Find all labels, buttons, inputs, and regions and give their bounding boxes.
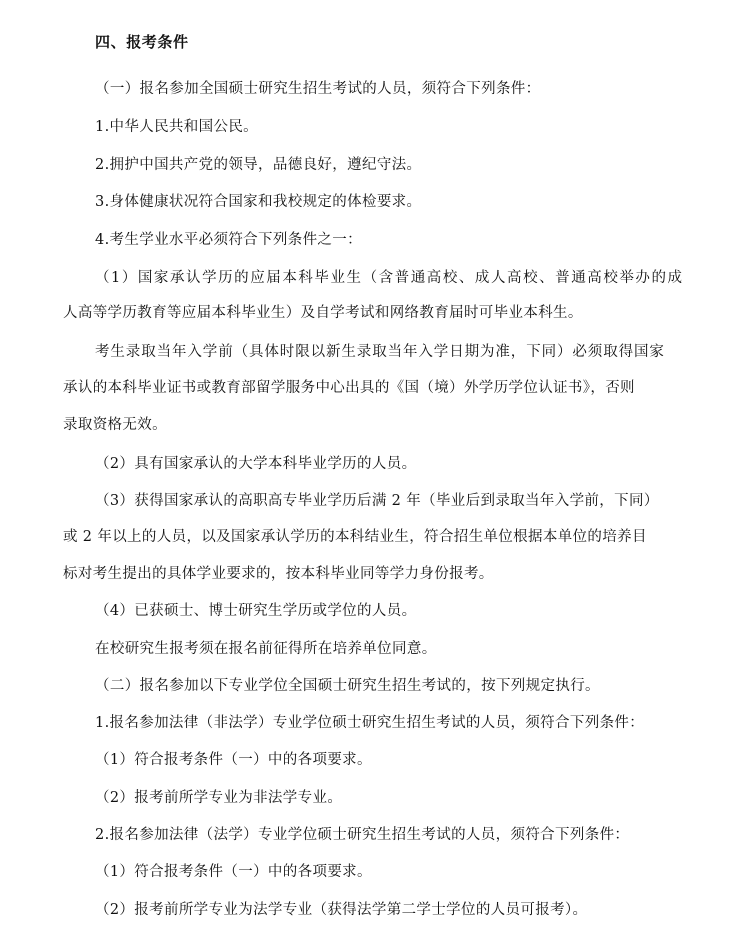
section-heading: 四、报考条件 [95,33,189,51]
paragraph-line: 1.中华人民共和国公民。 [95,119,259,135]
paragraph-line: 标对考生提出的具体学业要求的，按本科毕业同等学力身份报考。 [63,566,494,582]
paragraph-line: 2.报名参加法律（法学）专业学位硕士研究生招生考试的人员，须符合下列条件： [95,827,630,843]
paragraph-line: （2）具有国家承认的大学本科毕业学历的人员。 [95,456,417,472]
paragraph-line: （3）获得国家承认的高职高专毕业学历后满 2 年（毕业后到录取当年入学前，下同） [95,493,659,509]
paragraph-line: （1）国家承认学历的应届本科毕业生（含普通高校、成人高校、普通高校举办的成 [95,270,684,286]
paragraph-line: （1）符合报考条件（一）中的各项要求。 [95,864,372,880]
paragraph-line: 录取资格无效。 [63,417,167,433]
paragraph-line: 4.考生学业水平必须符合下列条件之一： [95,232,362,248]
paragraph-line: （1）符合报考条件（一）中的各项要求。 [95,752,372,768]
paragraph-line: 或 2 年以上的人员，以及国家承认学历的本科结业生，符合招生单位根据本单位的培养目 [63,529,647,545]
paragraph-line: 人高等学历教育等应届本科毕业生）及自学考试和网络教育届时可毕业本科生。 [63,305,583,321]
paragraph-line: 在校研究生报考须在报名前征得所在培养单位同意。 [95,641,437,657]
paragraph-line: （2）报考前所学专业为非法学专业。 [95,790,343,806]
paragraph-line: （二）报名参加以下专业学位全国硕士研究生招生考试的，按下列规定执行。 [95,678,600,694]
paragraph-line: 承认的本科毕业证书或教育部留学服务中心出具的《国（境）外学历学位认证书》，否则 [63,380,635,396]
paragraph-line: （一）报名参加全国硕士研究生招生考试的人员，须符合下列条件： [95,81,541,97]
paragraph-line: 3.身体健康状况符合国家和我校规定的体检要求。 [95,194,422,210]
paragraph-line: （4）已获硕士、博士研究生学历或学位的人员。 [95,603,417,619]
paragraph-line: （2）报考前所学专业为法学专业（获得法学第二学士学位的人员可报考）。 [95,902,588,918]
paragraph-line: 1.报名参加法律（非法学）专业学位硕士研究生招生考试的人员，须符合下列条件： [95,715,645,731]
paragraph-line: 2.拥护中国共产党的领导，品德良好，遵纪守法。 [95,157,422,173]
paragraph-line: 考生录取当年入学前（具体时限以新生录取当年入学日期为准，下同）必须取得国家 [95,344,665,360]
